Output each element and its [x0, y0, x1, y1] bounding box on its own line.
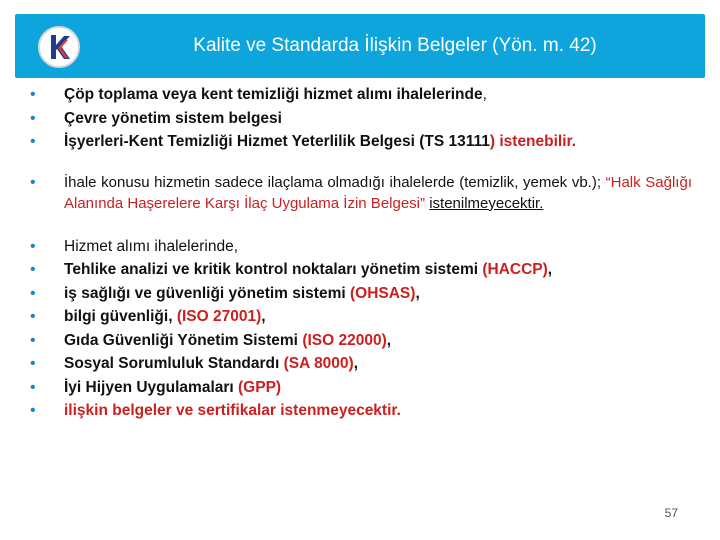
k-logo-icon: [38, 26, 80, 68]
list-item: • İhale konusu hizmetin sadece ilaçlama olmadığı ihalelerde (temizlik, yemek vb.); “Halk Sağlığı Alanında Haşerelere Karşı İlaç Uygulama İzin Belgesi” istenilmeyecektir.: [30, 172, 692, 214]
list-item: • Gıda Güvenliği Yönetim Sistemi (ISO 22000),: [30, 329, 692, 353]
list-item: • Sosyal Sorumluluk Standardı (SA 8000),: [30, 352, 692, 376]
bullet-group-1: [30, 83, 692, 154]
bullet-group-2: [30, 172, 692, 214]
list-item: • İşyerleri-Kent Temizliği Hizmet Yeterlilik Belgesi (TS 13111) istenebilir.: [30, 130, 692, 154]
bullet-group-3: [30, 235, 692, 423]
list-item: • Çöp toplama veya kent temizliği hizmet alımı ihalelerinde,: [30, 83, 692, 107]
page-number: 57: [664, 506, 678, 520]
slide-title: Kalite ve Standarda İlişkin Belgeler (Yön. m. 42): [193, 35, 597, 56]
list-item: • bilgi güvenliği, (ISO 27001),: [30, 305, 692, 329]
list-item: • iş sağlığı ve güvenliği yönetim sistemi (OHSAS),: [30, 282, 692, 306]
list-item: • İyi Hijyen Uygulamaları (GPP): [30, 376, 692, 400]
slide-content: [30, 80, 692, 423]
list-item: • Hizmet alımı ihalelerinde,: [30, 235, 692, 259]
list-item: • Tehlike analizi ve kritik kontrol noktaları yönetim sistemi (HACCP),: [30, 258, 692, 282]
slide-header: [15, 14, 705, 78]
list-item: • Çevre yönetim sistem belgesi: [30, 107, 692, 131]
list-item: • ilişkin belgeler ve sertifikalar istenmeyecektir.: [30, 399, 692, 423]
